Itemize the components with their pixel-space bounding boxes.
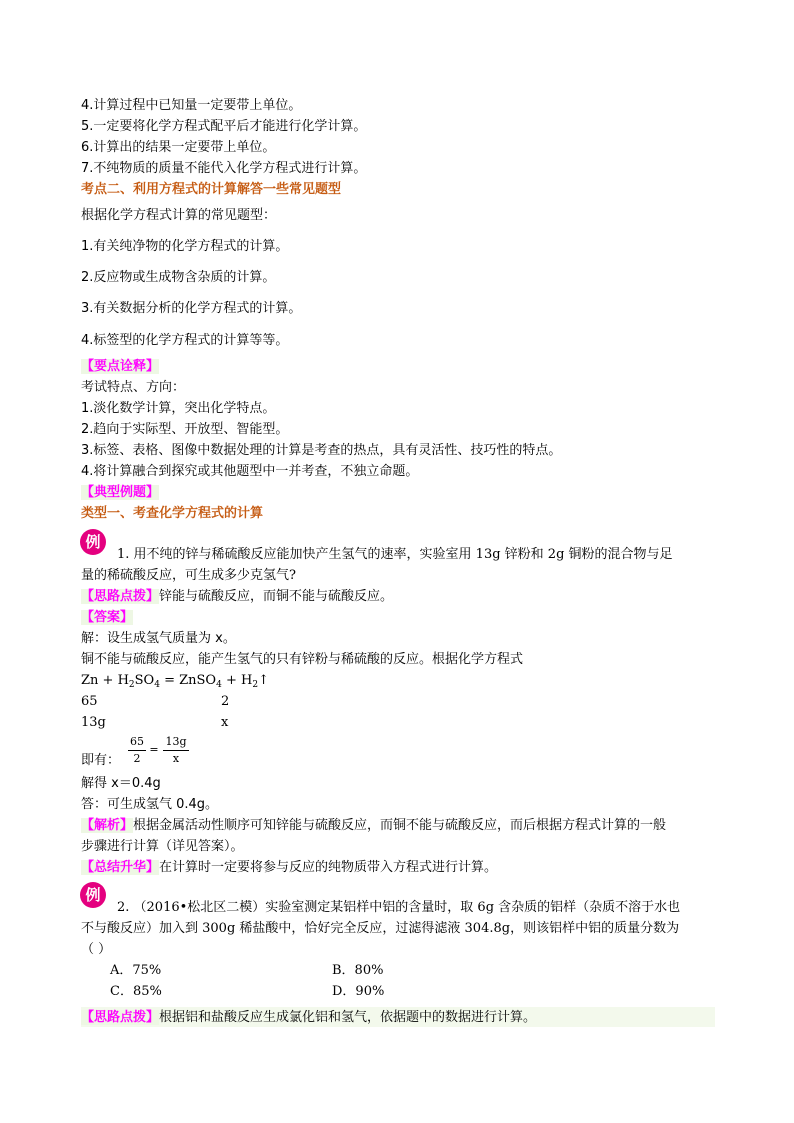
fraction-2-numerator: 13g [165,735,187,748]
example-1-icon: 例 [80,529,106,555]
chemical-equation [81,672,269,694]
q2-hint [81,1009,536,1027]
keypoint-2: 2.趋向于实际型、开放型、智能型。 [81,422,289,437]
examples-heading [81,484,159,502]
eq-sub-2: 2 [128,680,135,690]
rule-5: 5.一定要将化学方程式配平后才能进行化学计算。 [81,119,367,134]
keypoint-4: 4.将计算融合到探究或其他题型中一并考查，不独立命题。 [81,464,419,479]
molar-mass-h2: 2 [221,694,230,709]
keypoints-heading [81,358,159,376]
rule-6: 6.计算出的结果一定要带上单位。 [81,140,276,155]
proportion-label: 即有： [81,753,121,768]
q1-conclusion: 答：可生成氢气 0.4g。 [81,797,219,812]
question-type-4: 4.标签型的化学方程式的计算等等。 [81,333,289,348]
q1-summary-tag: 【总结升华】 [81,860,160,875]
fraction-1-denominator: 2 [133,752,141,765]
q1-hint-tag: 【思路点拨】 [81,589,160,604]
option-a: A．75% [110,963,162,978]
option-b: B．80% [332,963,384,978]
question-2-blank: （ ） [81,942,112,957]
q1-analysis-line-2: 步骤进行计算（详见答案）。 [81,839,244,854]
mass-h2-unknown: x [221,715,229,730]
question-1-line-2: 量的稀硫酸反应，可生成多少克氢气? [81,568,296,583]
option-d: D．90% [332,984,385,999]
question-type-3: 3.有关数据分析的化学方程式的计算。 [81,301,302,316]
eq-h: + H [221,673,253,688]
question-type-2: 2.反应物或生成物含杂质的计算。 [81,270,276,285]
eq-zn: Zn + H [81,673,129,688]
question-1-line-1: 1. 用不纯的锌与稀硫酸反应能加快产生氢气的速率，实验室用 13g 锌粉和 2g 铜粉的混合物与足 [117,547,673,562]
eq-sub-4: 4 [154,680,160,690]
keypoints-tag: 【要点诠释】 [81,359,160,374]
q1-analysis-tag: 【解析】 [81,818,134,833]
type-1-title: 类型一、考查化学方程式的计算 [81,506,264,521]
eq-znso4: = ZnSO [159,673,217,688]
section-2-title: 考点二、利用方程式的计算解答一些常见题型 [81,182,342,197]
option-c: C．85% [110,984,162,999]
rule-7: 7.不纯物质的质量不能代入化学方程式进行计算。 [81,161,367,176]
q2-hint-text: 根据铝和盐酸反应生成氯化铝和氢气，依据题中的数据进行计算。 [159,1010,537,1025]
rule-4: 4.计算过程中已知量一定要带上单位。 [81,98,302,113]
q1-solution-1: 解：设生成氢气质量为 x。 [81,631,236,646]
q1-analysis [81,817,666,835]
molar-mass-zn: 65 [81,694,98,709]
q1-answer-heading [81,609,133,627]
fraction-1-numerator: 65 [130,735,144,748]
q1-hint [81,588,393,606]
eq-sub-4b: 4 [216,680,222,690]
q1-analysis-text: 根据金属活动性顺序可知锌能与硫酸反应，而铜不能与硫酸反应，而后根据方程式计算的一般 [133,818,667,833]
q1-hint-text: 锌能与硫酸反应，而铜不能与硫酸反应。 [159,589,394,604]
gas-arrow: ↑ [258,673,269,688]
keypoints-lead: 考试特点、方向： [81,380,186,395]
section-2-intro: 根据化学方程式计算的常见题型： [81,208,277,223]
example-2-icon: 例 [80,882,106,908]
q1-answer-tag: 【答案】 [81,610,134,625]
question-2-line-2: 不与酸反应）加入到 300g 稀盐酸中，恰好完全反应，过滤得滤液 304.8g，则该铝样中铝的质量分数为 [81,921,680,936]
eq-so4: SO [134,673,155,688]
fraction-2-denominator: x [172,752,180,765]
mass-zn: 13g [81,715,106,730]
q1-result: 解得 x＝0.4g [81,776,161,791]
q1-summary-text: 在计算时一定要将参与反应的纯物质带入方程式进行计算。 [159,860,498,875]
eq-sub-2b: 2 [252,680,259,690]
proportion-equals: = [149,743,159,756]
q1-solution-2: 铜不能与硫酸反应，能产生氢气的只有锌粉与稀硫酸的反应。根据化学方程式 [81,652,524,667]
keypoint-1: 1.淡化数学计算，突出化学特点。 [81,401,276,416]
question-2-line-1: 2. （2016•松北区二模）实验室测定某铝样中铝的含量时，取 6g 含杂质的铝样（杂质不溶于水也 [117,900,681,915]
keypoint-3: 3.标签、表格、图像中数据处理的计算是考查的热点，具有灵活性、技巧性的特点。 [81,443,562,458]
examples-tag: 【典型例题】 [81,485,160,500]
fraction-2-bar [163,750,189,751]
question-type-1: 1.有关纯净物的化学方程式的计算。 [81,239,289,254]
q2-hint-tag: 【思路点拨】 [81,1010,160,1025]
fraction-1-bar [128,750,146,751]
q1-summary [81,859,497,877]
